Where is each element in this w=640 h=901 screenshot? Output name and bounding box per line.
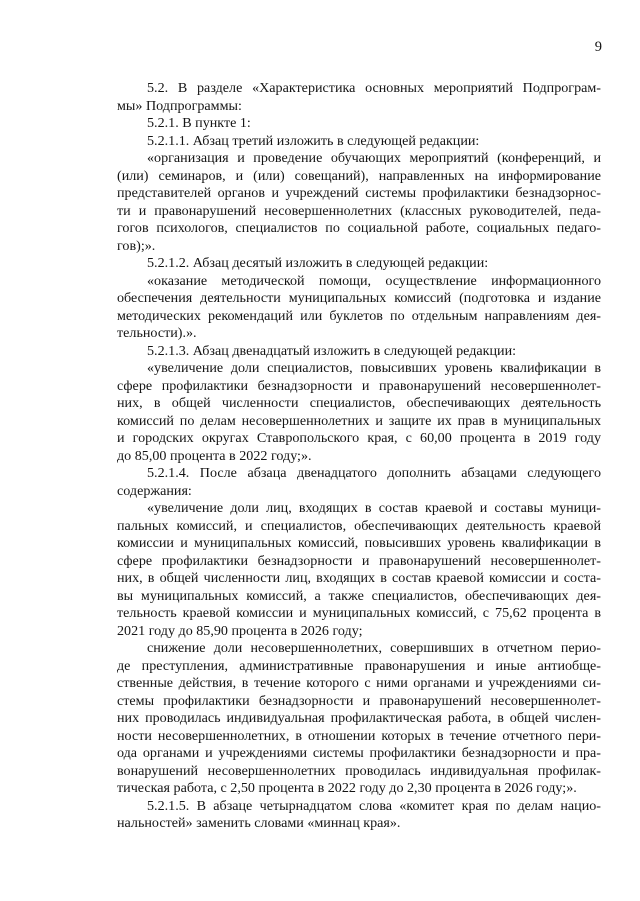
text-line: пальных комиссий, и специалистов, обеспечивающих деятельность краевой [117,517,601,534]
text-line: нальностей» заменить словами «миннац края». [117,815,401,831]
paragraph-p12 [117,798,601,833]
text-line: гогов психологов, специалистов по социальной работе, социальных педаго- [117,220,601,236]
page-number: 9 [594,39,602,55]
text-line: де преступления, административные правонарушения и иные антиобще- [117,657,601,674]
text-line: 5.2.1.3. Абзац двенадцатый изложить в следующей редакции: [147,342,517,359]
text-line: содержания: [117,482,192,499]
text-line: представителей органов и учреждений системы профилактики безнадзорнос- [117,185,601,201]
text-line: «организация и проведение обучающих мероприятий (конференций, и [147,150,601,166]
text-line: 5.2.1.2. Абзац десятый изложить в следующей редакции: [147,255,489,271]
text-line: ственные действия, в течение которого с ними органами и учреждениями си- [117,675,601,691]
text-line: ности несовершеннолетних, в отношении которых в течение отчетного пери- [117,727,601,744]
text-line: стемы профилактики безнадзорности и правонарушений несовершеннолет- [117,692,601,709]
text-line: вы муниципальных комиссий, а также специалистов, обеспечивающих дея- [117,587,601,604]
text-line: комиссии и муниципальных комиссий, повысивших уровень квалификации в [117,535,601,551]
text-line: до 85,00 процента в 2022 году;». [117,447,312,464]
paragraph-p7 [117,343,601,361]
paragraph-p9 [117,465,601,500]
text-line: «увеличение доли лиц, входящих в состав краевой и составы муници- [147,500,601,516]
paragraph-p6 [117,273,601,343]
text-line: них, в общей численности лиц, входящих в состав краевой комиссии и соста- [117,570,601,586]
paragraph-p4 [117,150,601,255]
text-line: комиссий по делам несовершеннолетних и защите их прав в муниципальных [117,412,601,429]
text-line: ти и правонарушений несовершеннолетних (классных руководителей, педа- [117,202,601,219]
text-line: методических рекомендаций или буклетов по отдельным направлениям дея- [117,307,601,324]
text-line: сфере профилактики безнадзорности и правонарушений несовершеннолет- [117,552,601,569]
text-line: гов);». [117,237,156,254]
text-line: них проводилась индивидуальная профилактическая работа, в общей числен- [117,710,601,726]
text-line: снижение доли несовершеннолетних, совершивших в отчетном перио- [147,640,601,656]
text-line: и городских округах Ставропольского края, с 60,00 процента в 2019 году [117,430,601,446]
paragraph-p2 [117,115,601,133]
text-line: них, в общей численности специалистов, обеспечивающих деятельность [117,395,601,411]
text-line: тическая работа, с 2,50 процента в 2022 году до 2,30 процента в 2026 году;». [117,780,577,796]
paragraph-p3 [117,133,601,151]
paragraph-p10 [117,500,601,640]
text-line: «оказание методической помощи, осуществление информационного [147,272,601,289]
text-line: 5.2.1.1. Абзац третий изложить в следующей редакции: [147,132,480,149]
text-line: (или) семинаров, и (или) совещаний), направленных на информирование [117,167,601,184]
document-body [117,80,601,833]
paragraph-p8 [117,360,601,465]
paragraph-p1 [117,80,601,115]
text-line: ода органами и учреждениями системы профилактики безнадзорности и пра- [117,745,601,761]
text-line: 5.2. В разделе «Характеристика основных мероприятий Подпрограм- [147,80,601,96]
text-line: «увеличение доли специалистов, повысивших уровень квалификации в [147,360,601,376]
text-line: вонарушений несовершеннолетних проводилась индивидуальная профилак- [117,762,601,779]
text-line: 5.2.1.5. В абзаце четырнадцатом слова «комитет края по делам нацио- [147,797,601,814]
text-line: 2021 году до 85,90 процента в 2026 году; [117,622,363,639]
paragraph-p5 [117,255,601,273]
paragraph-p11 [117,640,601,798]
text-line: обеспечения деятельности муниципальных комиссий (подготовка и издание [117,290,601,306]
text-line: мы» Подпрограммы: [117,97,242,114]
text-line: тельность краевой комиссии и муниципальных комиссий, с 75,62 процента в [117,605,601,621]
text-line: сфере профилактики безнадзорности и правонарушений несовершеннолет- [117,377,601,394]
text-line: 5.2.1.4. После абзаца двенадцатого дополнить абзацами следующего [147,465,601,481]
text-line: тельности).». [117,325,197,341]
text-line: 5.2.1. В пункте 1: [147,115,251,131]
